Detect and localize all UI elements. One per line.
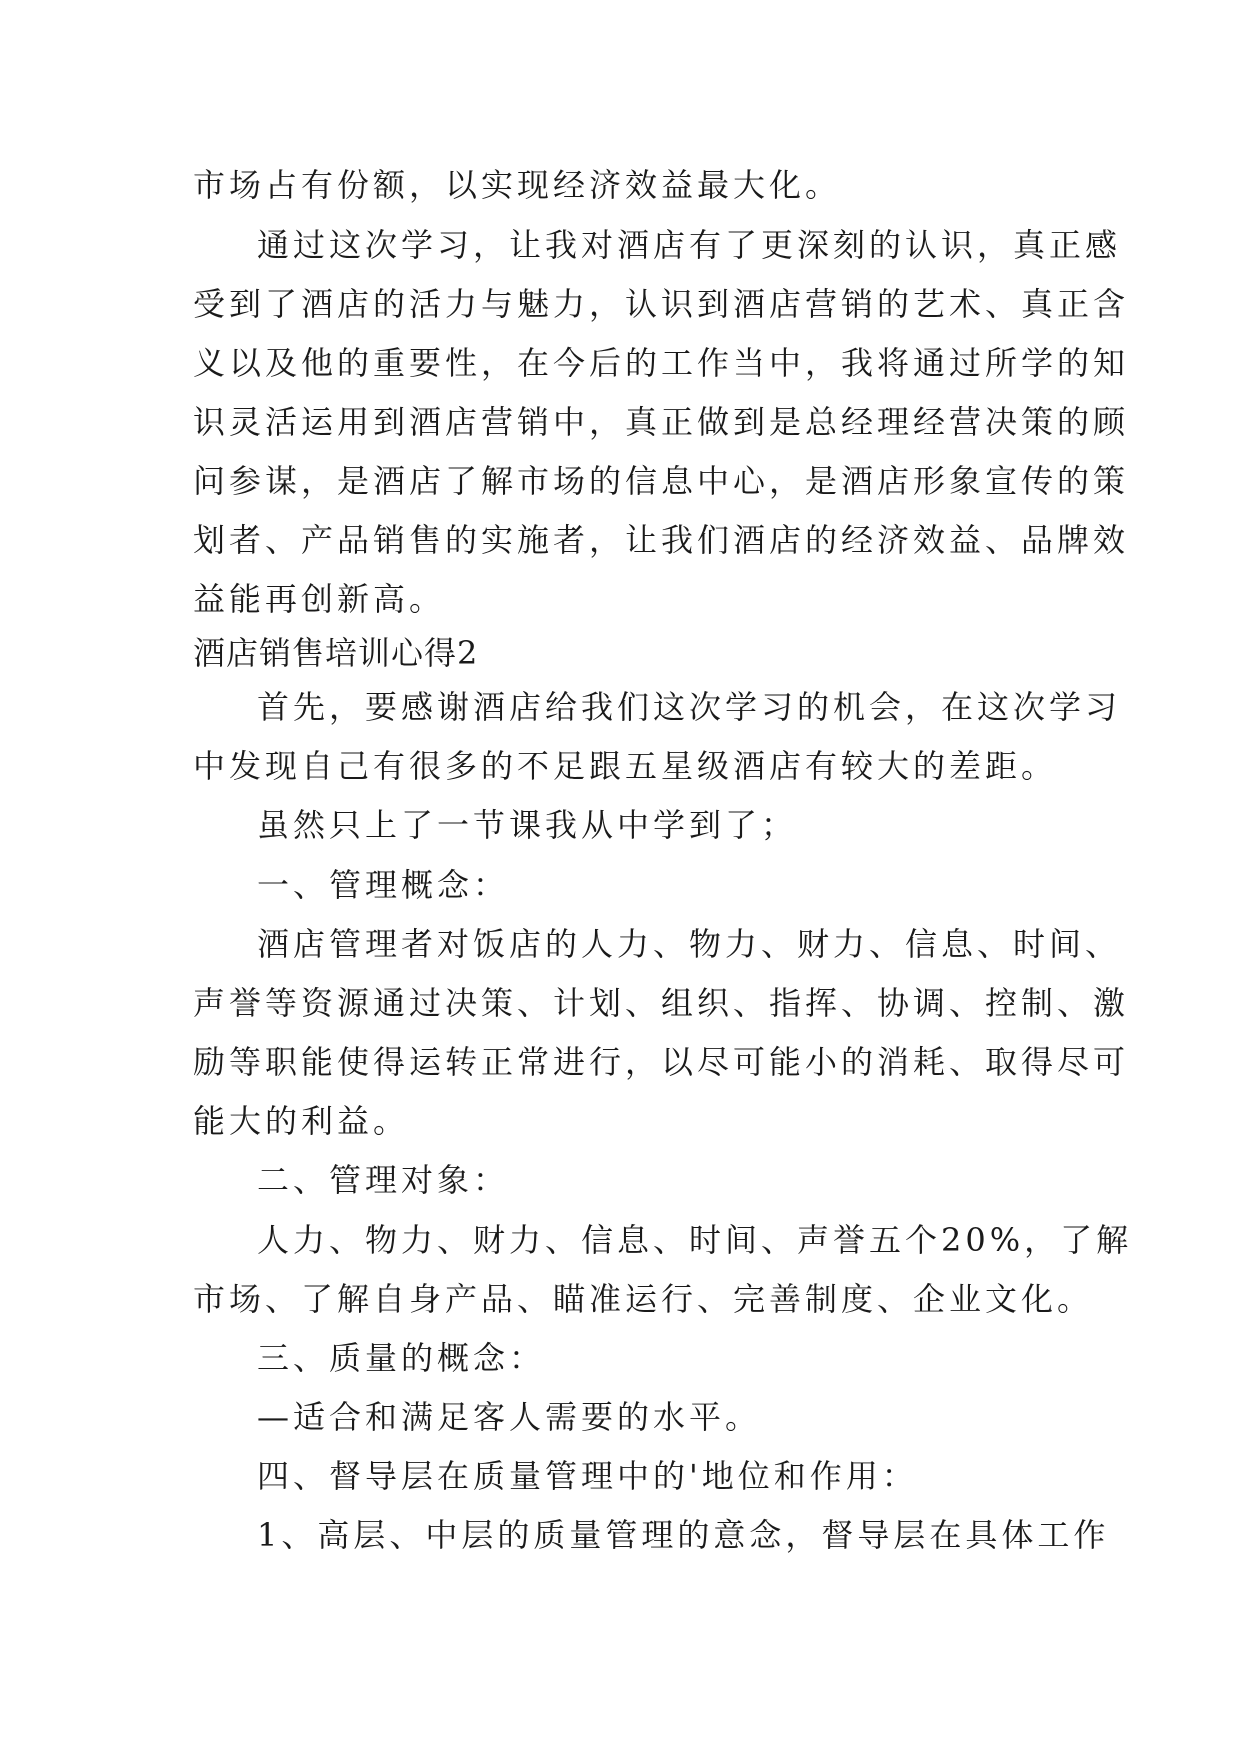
paragraph-line: 市场、了解自身产品、瞄准运行、完善制度、企业文化。	[193, 1280, 1094, 1318]
paragraph-line: 1、高层、中层的质量管理的意念，督导层在具体工作	[257, 1516, 1110, 1554]
paragraph-line: 问参谋，是酒店了解市场的信息中心，是酒店形象宣传的策	[193, 462, 1130, 500]
paragraph-line: 受到了酒店的活力与魅力，认识到酒店营销的艺术、真正含	[193, 285, 1130, 323]
paragraph-line: 酒店管理者对饭店的人力、物力、财力、信息、时间、	[257, 925, 1122, 963]
paragraph-line: 益能再创新高。	[193, 580, 446, 618]
paragraph-line: 义以及他的重要性，在今后的工作当中，我将通过所学的知	[193, 344, 1130, 382]
section-heading: 酒店销售培训心得2	[193, 634, 479, 672]
paragraph-line: 虽然只上了一节课我从中学到了；	[257, 806, 798, 844]
list-heading: 二、管理对象：	[257, 1161, 510, 1199]
paragraph-line: 中发现自己有很多的不足跟五星级酒店有较大的差距。	[193, 747, 1058, 785]
paragraph-line: 能大的利益。	[193, 1102, 410, 1140]
paragraph-line: 首先，要感谢酒店给我们这次学习的机会，在这次学习	[257, 688, 1122, 726]
paragraph-line: 划者、产品销售的实施者，让我们酒店的经济效益、品牌效	[193, 521, 1130, 559]
paragraph-line: 声誉等资源通过决策、计划、组织、指挥、协调、控制、激	[193, 984, 1130, 1022]
paragraph-line: —适合和满足客人需要的水平。	[257, 1398, 762, 1436]
paragraph-line: 励等职能使得运转正常进行，以尽可能小的消耗、取得尽可	[193, 1043, 1130, 1081]
paragraph-line: 市场占有份额，以实现经济效益最大化。	[193, 166, 842, 204]
list-heading: 一、管理概念：	[257, 866, 510, 904]
paragraph-line: 通过这次学习，让我对酒店有了更深刻的认识，真正感	[257, 226, 1122, 264]
paragraph-line: 人力、物力、财力、信息、时间、声誉五个20%，了解	[257, 1221, 1133, 1259]
list-heading: 四、督导层在质量管理中的'地位和作用：	[257, 1457, 918, 1495]
paragraph-line: 识灵活运用到酒店营销中，真正做到是总经理经营决策的顾	[193, 403, 1130, 441]
list-heading: 三、质量的概念：	[257, 1339, 546, 1377]
